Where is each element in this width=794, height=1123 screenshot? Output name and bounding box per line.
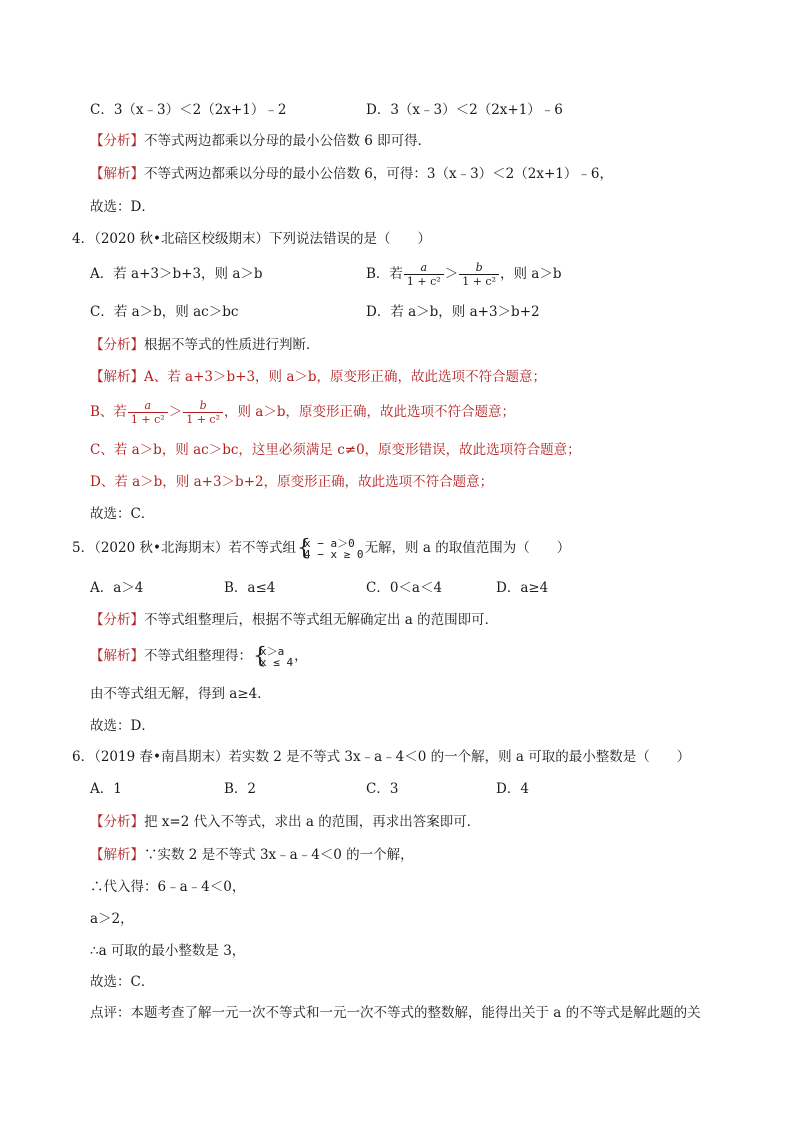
q4-option-c: C．若 a＞b，则 ac＞bc: [90, 304, 239, 320]
brace-icon: {: [296, 535, 311, 561]
solution-tag: 【解析】: [90, 847, 144, 863]
solution-tag: 【解析】: [90, 166, 144, 182]
analysis-tag: 【分析】: [90, 814, 144, 830]
q3-analysis: [90, 131, 431, 151]
solution-tag: 【解析】: [90, 648, 144, 664]
gt-sign: ＞: [168, 404, 183, 420]
analysis-text: 根据不等式的性质进行判断．: [144, 337, 320, 353]
brace-icon: {: [253, 643, 267, 669]
q6-stem: 6．（2019 春•南昌期末）若实数 2 是不等式 3x﹣a﹣4＜0 的一个解，则 a 可取的最小整数是（ ）: [72, 749, 691, 765]
q6-answer: 故选：C．: [90, 974, 155, 990]
inequality-system: [296, 535, 364, 561]
solution-text: ∵实数 2 是不等式 3x﹣a﹣4＜0 的一个解，: [144, 847, 414, 863]
analysis-tag: 【分析】: [90, 612, 144, 628]
fraction-numerator: a: [404, 261, 444, 275]
q5-solution-line2: 由不等式组无解，得到 a≥4．: [90, 686, 271, 702]
analysis-tag: 【分析】: [90, 133, 144, 149]
fraction-a: [128, 399, 168, 426]
analysis-text: 不等式两边都乘以分母的最小公倍数 6 即可得．: [144, 133, 432, 149]
q4-solution-c: C、若 a＞b，则 ac＞bc，这里必须满足 c≠0，原变形错误，故此选项符合题意；: [90, 442, 581, 458]
q5-option-d: D．a≥4: [496, 580, 549, 596]
q5-solution: [90, 641, 308, 671]
solution-tag: 【解析】: [90, 369, 144, 385]
q3-option-c: C．3（x﹣3）＜2（2x+1）﹣2: [90, 102, 287, 118]
fraction-denominator: 1 + c²: [462, 275, 496, 288]
q4-solution-d: D、若 a＞b，则 a+3＞b+2，原变形正确，故此选项不符合题意；: [90, 474, 494, 490]
solution-text: 不等式两边都乘以分母的最小公倍数 6，可得：3（x﹣3）＜2（2x+1）﹣6，: [144, 166, 613, 182]
q6-analysis: [90, 812, 480, 832]
fraction-numerator: b: [459, 261, 499, 275]
q6-option-c: C．3: [366, 781, 399, 797]
q6-comment: 点评：本题考查了解一元一次不等式和一元一次不等式的整数解，能得出关于 a 的不等式是解此题的关: [90, 1005, 701, 1021]
q4-analysis: [90, 335, 320, 355]
solution-b-suffix: ，则 a＞b，原变形正确，故此选项不符合题意；: [223, 404, 515, 420]
q4-solution-b: [90, 394, 515, 430]
q5-option-c: C．0＜a＜4: [366, 580, 443, 596]
q4-answer: 故选：C．: [90, 506, 155, 522]
q6-solution-line2: ∴代入得：6﹣a﹣4＜0，: [90, 879, 246, 895]
inequality-system: [253, 643, 294, 669]
q4-option-d: D．若 a＞b，则 a+3＞b+2: [366, 304, 540, 320]
q5-analysis: [90, 610, 498, 630]
analysis-text: 不等式组整理后，根据不等式组无解确定出 a 的范围即可．: [144, 612, 499, 628]
q3-solution: [90, 164, 613, 184]
solution-suffix: ，: [294, 648, 308, 664]
solution-b-prefix: B、若: [90, 404, 127, 420]
fraction-b: [459, 261, 499, 288]
system-row: 4 − x ≥ 0: [303, 547, 364, 561]
fraction-b: [183, 399, 223, 426]
q6-solution-line3: a＞2，: [90, 911, 134, 927]
q5-option-b: B．a≤4: [224, 580, 276, 596]
system-row: x ≤ 4: [260, 655, 294, 669]
q5-stem: [72, 533, 570, 563]
system-row: x＞a: [260, 644, 285, 658]
analysis-tag: 【分析】: [90, 337, 144, 353]
q6-option-d: D．4: [496, 781, 529, 797]
q6-option-a: A．1: [90, 781, 122, 797]
fraction-denominator: 1 + c²: [186, 413, 220, 426]
q5-stem-suffix: 无解，则 a 的取值范围为（ ）: [364, 540, 571, 556]
q3-option-d: D．3（x﹣3）＜2（2x+1）﹣6: [366, 102, 563, 118]
fraction-numerator: b: [183, 399, 223, 413]
fraction-numerator: a: [128, 399, 168, 413]
q4-option-b: [366, 256, 561, 292]
q6-solution-line4: ∴a 可取的最小整数是 3，: [90, 943, 246, 959]
q5-option-a: A．a＞4: [90, 580, 144, 596]
q4-stem: 4．（2020 秋•北碚区校级期末）下列说法错误的是（ ）: [72, 231, 431, 247]
q5-stem-prefix: 5．（2020 秋•北海期末）若不等式组: [72, 540, 296, 556]
q4-option-a: A．若 a+3＞b+3，则 a＞b: [90, 266, 263, 282]
system-row: x − a＞0: [303, 536, 355, 550]
analysis-text: 把 x=2 代入不等式，求出 a 的范围，再求出答案即可．: [144, 814, 481, 830]
solution-text: 不等式组整理得：: [144, 648, 252, 664]
fraction-a: [404, 261, 444, 288]
solution-line-a: A、若 a+3＞b+3，则 a＞b，原变形正确，故此选项不符合题意；: [144, 369, 547, 385]
fraction-denominator: 1 + c²: [406, 275, 441, 288]
q4-solution: [90, 367, 546, 387]
q3-answer: 故选：D．: [90, 199, 155, 215]
gt-sign: ＞: [444, 266, 459, 282]
fraction-denominator: 1 + c²: [130, 413, 165, 426]
q4-option-b-prefix: B．若: [366, 266, 403, 282]
q4-option-b-suffix: ，则 a＞b: [499, 266, 562, 282]
q6-solution: [90, 845, 414, 865]
q5-answer: 故选：D．: [90, 718, 155, 734]
q6-option-b: B．2: [224, 781, 257, 797]
